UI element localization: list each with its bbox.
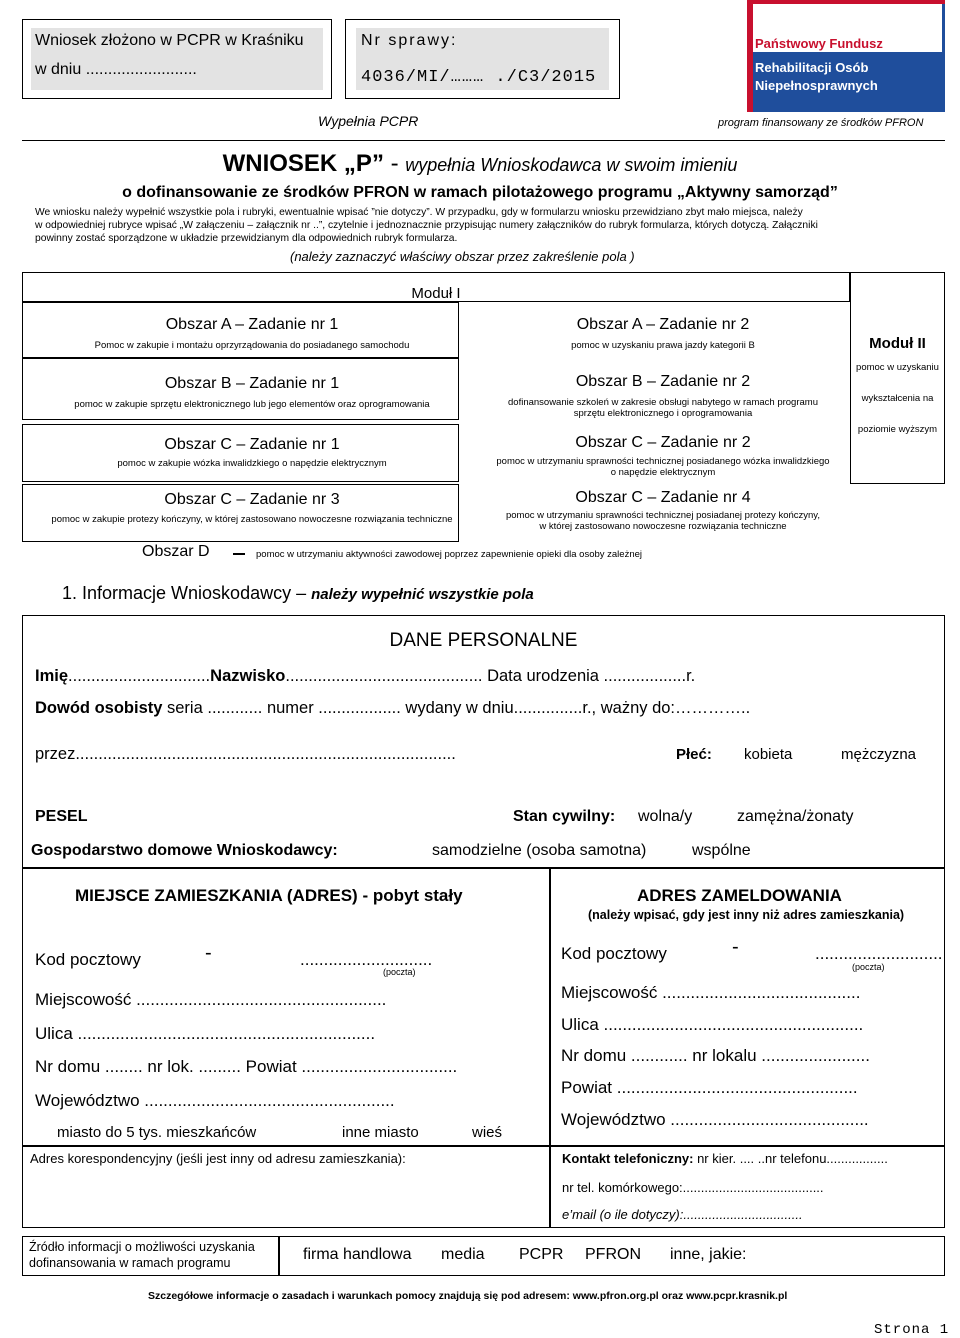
case-number: 4036/MI/……… ./C3/2015	[361, 68, 597, 87]
option-firma[interactable]: firma handlowa	[303, 1246, 412, 1263]
label-kod-right: Kod pocztowy	[561, 944, 667, 963]
area-a2-title[interactable]: Obszar A – Zadanie nr 2	[576, 316, 750, 333]
area-d-title[interactable]: Obszar D	[142, 543, 210, 560]
area-d-desc: pomoc w utrzymaniu aktywności zawodowej poprzez zapewnienie opieki dla osoby zależnej	[256, 549, 643, 560]
fill-pcpr: Wypełnia PCPR	[318, 113, 419, 129]
area-a1-title: Obszar A – Zadanie nr 1	[165, 316, 339, 333]
pfron-logo	[747, 0, 945, 112]
option-pcpr[interactable]: PCPR	[519, 1246, 564, 1263]
label-nazwisko: Nazwisko	[210, 667, 286, 685]
field-ulica-right[interactable]: Ulica .......................................................	[561, 1015, 864, 1034]
label-stan-cywilny: Stan cywilny:	[513, 808, 616, 825]
area-c2-title[interactable]: Obszar C – Zadanie nr 2	[575, 434, 751, 451]
financed-note: program finansowany ze środków PFRON	[718, 117, 924, 129]
address-left-heading: MIEJSCE ZAMIESZKANIA (ADRES) - pobyt stały	[75, 886, 463, 905]
area-b2-desc2: sprzętu elektronicznego i oprogramowania	[573, 408, 753, 419]
label-plec: Płeć:	[676, 746, 712, 763]
option-kobieta[interactable]: kobieta	[744, 746, 793, 763]
module2-line1: pomoc w uzyskaniu	[856, 362, 939, 373]
instructions-line2: w odpowiedniej rubryce wpisać „W załączeniu – załącznik nr ..”, czytelnie i jednoznacznie przypisując numery załączników do rubryk formularza, których dotyczą. Załączniki	[35, 220, 818, 231]
address-right-heading: ADRES ZAMELDOWANIA	[637, 886, 842, 905]
area-c2-desc2: o napędzie elektrycznym	[610, 467, 716, 478]
kod-dash-left: -	[205, 942, 212, 964]
field-poczta-right[interactable]: ...........................	[815, 944, 943, 963]
option-wies[interactable]: wieś	[472, 1124, 503, 1141]
field-przez[interactable]: przez...................................................................................	[35, 745, 456, 763]
option-wspolne[interactable]: wspólne	[692, 842, 751, 859]
section1-heading-text: 1. Informacje Wnioskodawcy –	[62, 583, 307, 603]
label-kod-left: Kod pocztowy	[35, 950, 141, 969]
submission-box	[22, 19, 332, 99]
case-label: Nr sprawy:	[361, 32, 458, 49]
personal-heading: DANE PERSONALNE	[389, 630, 578, 651]
label-poczta-right: (poczta)	[852, 962, 885, 972]
section1-heading	[62, 583, 534, 604]
case-number-box	[345, 19, 620, 99]
address-right-subheading: (należy wpisać, gdy jest inny niż adres zamieszkania)	[588, 908, 905, 922]
form-title	[0, 150, 960, 178]
title-bold: WNIOSEK „P”	[222, 150, 384, 177]
personal-row1	[35, 667, 695, 686]
personal-row2	[35, 699, 750, 718]
label-koresp[interactable]: Adres korespondencyjny (jeśli jest inny od adresu zamieszkania):	[30, 1151, 406, 1166]
area-b1-title: Obszar B – Zadanie nr 1	[164, 375, 340, 392]
source-label2: dofinansowania w ramach programu	[29, 1256, 231, 1270]
field-komorkowy[interactable]: nr tel. komórkowego:.......................................	[562, 1180, 824, 1195]
title-dash: -	[383, 150, 406, 177]
label-poczta-left: (poczta)	[383, 967, 416, 977]
option-inne[interactable]: inne, jakie:	[670, 1246, 747, 1263]
option-media[interactable]: media	[441, 1246, 485, 1263]
page-number: Strona 1	[874, 1322, 950, 1338]
source-label1: Źródło informacji o możliwości uzyskania	[29, 1240, 255, 1254]
area-c2-desc1: pomoc w utrzymaniu sprawności technicznej posiadanego wózka inwalidzkiego	[496, 456, 830, 467]
header-divider	[22, 140, 945, 141]
field-poczta-left[interactable]: ............................	[300, 950, 433, 969]
logo-line1: Państwowy Fundusz	[755, 36, 883, 51]
field-ulica-left[interactable]: Ulica ...............................................................	[35, 1024, 376, 1043]
area-c3-title: Obszar C – Zadanie nr 3	[164, 491, 340, 508]
footer-info: Szczegółowe informacje o zasadach i warunkach pomocy znajdują się pod adresem: www.pfron.org.pl oraz www.pcpr.krasnik.pl	[148, 1290, 788, 1302]
instructions-line3: powinny zostać sporządzone w układzie przewidzianym dla odpowiednich rubryk formularza.	[35, 233, 458, 244]
field-woj-left[interactable]: Województwo .....................................................	[35, 1091, 395, 1110]
option-wolna[interactable]: wolna/y	[638, 808, 693, 825]
option-zamezna[interactable]: zamężna/żonaty	[737, 808, 854, 825]
submission-line2: w dniu .........................	[35, 61, 197, 78]
module2-box	[850, 272, 945, 484]
option-mezczyzna[interactable]: mężczyzna	[841, 746, 917, 763]
kod-dash-right: -	[732, 936, 739, 958]
field-nrdomu-right[interactable]: Nr domu ............ nr lokalu .......................	[561, 1046, 870, 1065]
field-woj-right[interactable]: Województwo ..........................................	[561, 1110, 869, 1129]
option-inne-miasto[interactable]: inne miasto	[342, 1124, 419, 1141]
logo-line3: Niepełnosprawnych	[755, 78, 878, 93]
area-c4-desc1: pomoc w utrzymaniu sprawności technicznej posiadanej protezy kończyny,	[505, 510, 820, 521]
module2-title: Moduł II	[869, 335, 926, 352]
field-nrdomu-left[interactable]: Nr domu ........ nr lok. ......... Powiat .................................	[35, 1057, 458, 1076]
area-c1-title: Obszar C – Zadanie nr 1	[164, 436, 340, 453]
label-kontakt: Kontakt telefoniczny:	[562, 1151, 694, 1166]
area-d-dash	[233, 553, 245, 555]
section1-heading-italic: należy wypełnić wszystkie pola	[311, 586, 534, 603]
label-gospodarstwo: Gospodarstwo domowe Wnioskodawcy:	[31, 842, 338, 859]
area-c4-desc2: w której zastosowano nowoczesne rozwiązania techniczne	[539, 521, 787, 532]
logo-line2: Rehabilitacji Osób	[755, 60, 869, 75]
instructions-line1: We wniosku należy wypełnić wszystkie pola i rubryki, ewentualnie wpisać ”nie dotyczy”. W przypadku, gdy w formularzu wniosku przewidziano zbyt mało miejsca, należy	[35, 207, 803, 218]
area-b2-title[interactable]: Obszar B – Zadanie nr 2	[575, 373, 751, 390]
area-c3-desc: pomoc w zakupie protezy kończyny, w której zastosowano nowoczesne rozwiązania techniczne	[51, 514, 453, 525]
field-email[interactable]: e’mail (o ile dotyczy):.................................	[562, 1207, 803, 1222]
field-imie[interactable]: ...............................	[68, 667, 211, 685]
field-kontakt[interactable]	[562, 1151, 888, 1166]
logo-red-band	[747, 0, 753, 112]
field-powiat-right[interactable]: Powiat ...................................................	[561, 1078, 858, 1097]
logo-red-top	[747, 0, 945, 4]
area-b2-desc1: dofinansowanie szkoleń w zakresie obsługi nabytego w ramach programu	[508, 397, 818, 408]
option-pfron[interactable]: PFRON	[585, 1246, 641, 1263]
field-miejscowosc-right[interactable]: Miejscowość ..........................................	[561, 983, 861, 1002]
area-c4-title[interactable]: Obszar C – Zadanie nr 4	[575, 489, 751, 506]
area-c1-desc: pomoc w zakupie wózka inwalidzkiego o napędzie elektrycznym	[117, 458, 387, 469]
field-nazwisko-data[interactable]: ........................................... Data urodzenia ..................r.	[285, 667, 696, 685]
label-dowod: Dowód osobisty	[35, 699, 163, 717]
personal-data-box	[22, 615, 945, 868]
field-telefon[interactable]: nr kier. .... ..nr telefonu.................	[693, 1151, 888, 1166]
module2-line3: poziomie wyższym	[857, 424, 938, 435]
title-italic: wypełnia Wnioskodawca w swoim imieniu	[405, 155, 738, 175]
label-pesel: PESEL	[35, 808, 88, 825]
area-a1-desc: Pomoc w zakupie i montażu oprzyrządowania do posiadanego samochodu	[94, 340, 410, 351]
field-miejscowosc-left[interactable]: Miejscowość .....................................................	[35, 990, 387, 1009]
option-samodzielne[interactable]: samodzielne (osoba samotna)	[432, 842, 647, 859]
mark-note: (należy zaznaczyć właściwy obszar przez zakreślenie pola )	[290, 249, 635, 264]
area-a2-desc: pomoc w uzyskaniu prawa jazdy kategorii B	[571, 340, 755, 351]
option-miasto5[interactable]: miasto do 5 tys. mieszkańców	[57, 1124, 257, 1141]
submission-line1: Wniosek złożono w PCPR w Kraśniku	[35, 32, 304, 49]
form-subtitle: o dofinansowanie ze środków PFRON w ramach pilotażowego programu „Aktywny samorząd”	[122, 184, 838, 201]
label-imie: Imię	[35, 667, 69, 685]
field-dowod[interactable]: seria ............ numer .................. wydany w dniu...............r., ważny do:…………..	[162, 699, 751, 717]
module1-title: Moduł I	[411, 285, 461, 302]
area-b1-desc: pomoc w zakupie sprzętu elektronicznego lub jego elementów oraz oprogramowania	[74, 399, 430, 410]
module2-line2: wykształcenia na	[861, 393, 934, 404]
